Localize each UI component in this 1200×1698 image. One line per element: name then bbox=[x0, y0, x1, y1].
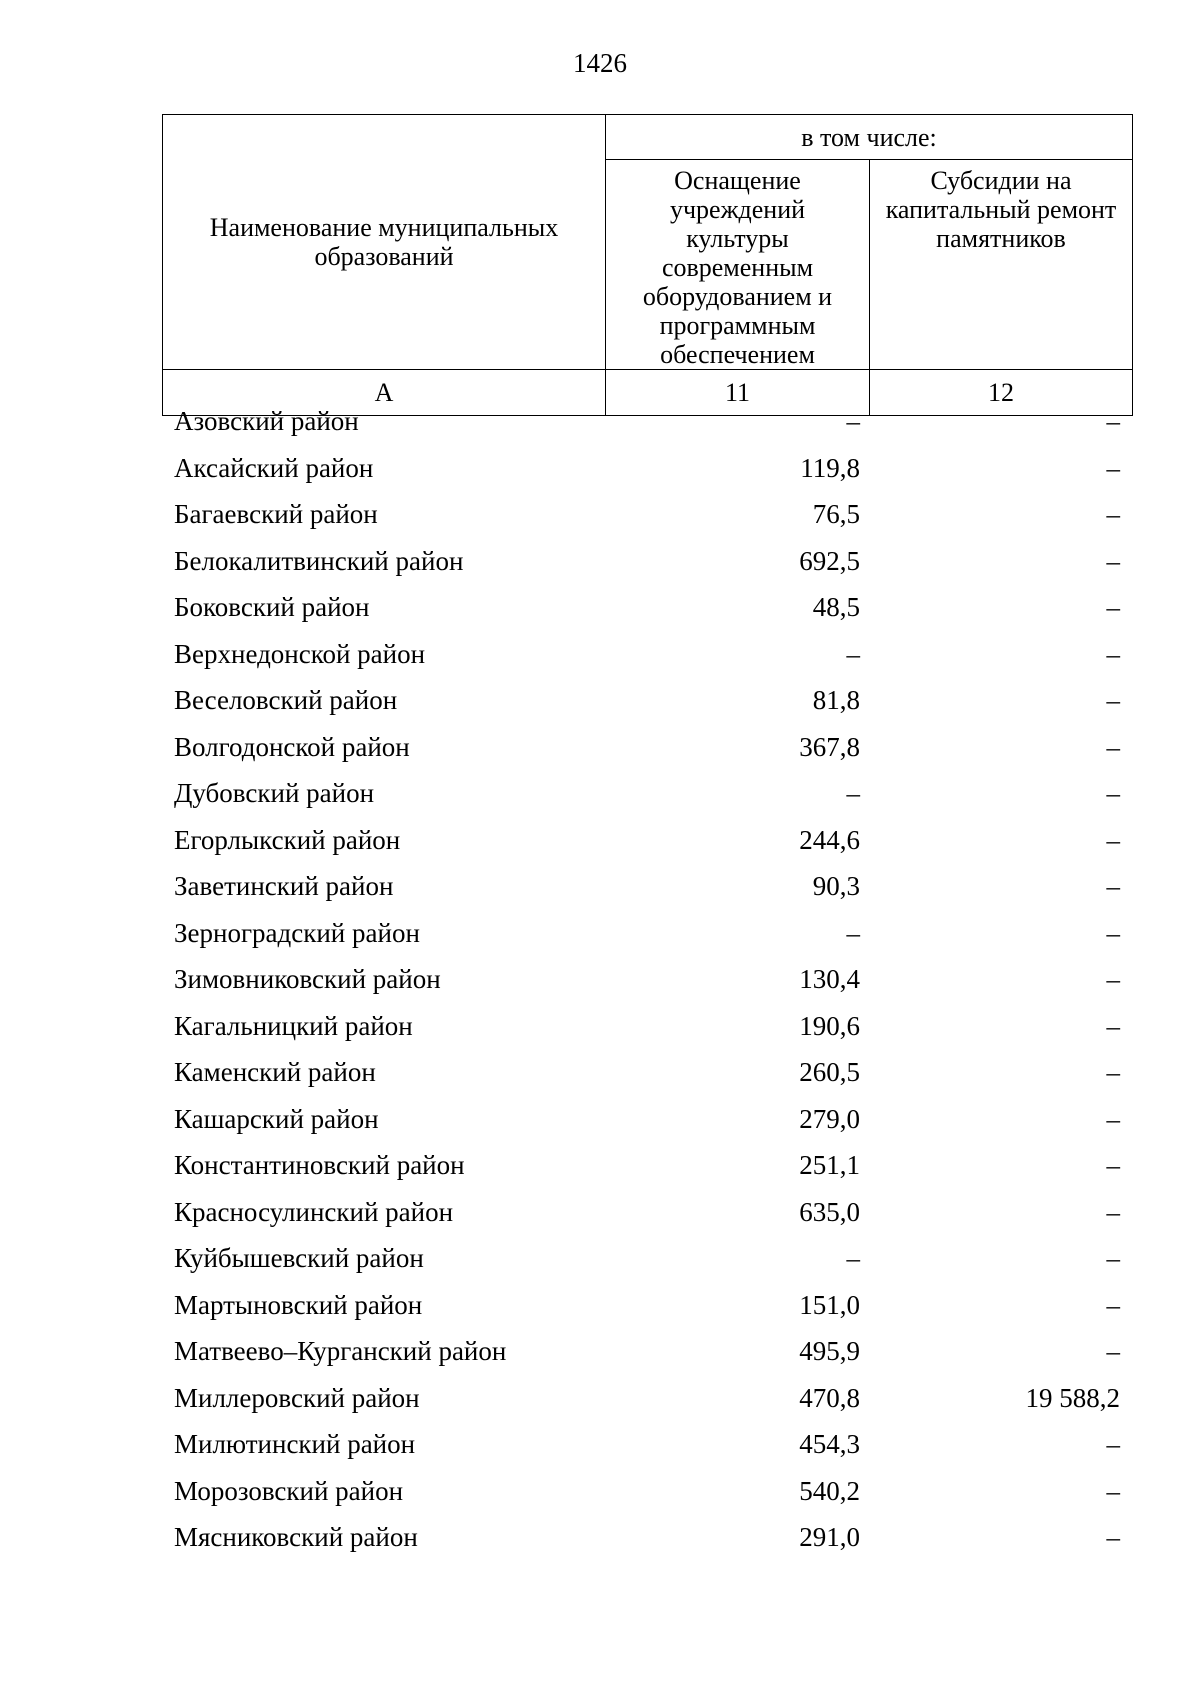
table-row bbox=[162, 1235, 1132, 1282]
row-value-col11: 454,3 bbox=[799, 1429, 860, 1459]
row-name: Мартыновский район bbox=[174, 1289, 423, 1320]
table-row bbox=[162, 1049, 1132, 1096]
row-value-col12: – bbox=[1106, 592, 1120, 622]
table-row bbox=[162, 817, 1132, 864]
table-row bbox=[162, 491, 1132, 538]
table-row bbox=[162, 1328, 1132, 1375]
table-row bbox=[162, 631, 1132, 678]
row-name: Азовский район bbox=[174, 406, 359, 436]
table-row bbox=[162, 863, 1132, 910]
row-value-col12: – bbox=[1106, 1289, 1120, 1320]
table-row bbox=[162, 1282, 1132, 1329]
row-value-col11: – bbox=[846, 778, 860, 808]
row-name: Кагальницкий район bbox=[174, 1010, 413, 1041]
table-row bbox=[162, 1468, 1132, 1515]
row-value-col12: – bbox=[1106, 1336, 1120, 1366]
row-name: Зимовниковский район bbox=[174, 964, 441, 994]
row-name: Волгодонской район bbox=[174, 731, 410, 762]
row-value-col11: 130,4 bbox=[799, 964, 860, 994]
row-value-col12: – bbox=[1106, 406, 1120, 436]
row-name: Мясниковский район bbox=[174, 1522, 418, 1552]
row-value-col11: 470,8 bbox=[799, 1382, 860, 1413]
row-name: Милютинский район bbox=[174, 1429, 416, 1459]
row-value-col11: 251,1 bbox=[799, 1150, 860, 1180]
row-value-col12: – bbox=[1106, 871, 1120, 901]
row-name: Аксайский район bbox=[174, 452, 374, 483]
row-name: Кашарский район bbox=[174, 1103, 379, 1134]
row-name: Дубовский район bbox=[174, 778, 375, 808]
row-name: Зерноградский район bbox=[174, 917, 420, 948]
header-col11-title: Оснащение учреждений культуры современным оборудованием и программным обеспечением bbox=[606, 160, 870, 370]
row-value-col12: 19 588,2 bbox=[1025, 1382, 1120, 1413]
header-name-column: Наименование муниципальных образований bbox=[163, 115, 606, 370]
header-col12-number: 12 bbox=[870, 370, 1133, 416]
row-value-col12: – bbox=[1106, 545, 1120, 576]
table-row bbox=[162, 1142, 1132, 1189]
row-name: Красносулинский район bbox=[174, 1196, 454, 1227]
row-value-col12: – bbox=[1106, 778, 1120, 808]
row-value-col12: – bbox=[1106, 452, 1120, 483]
table-row bbox=[162, 1189, 1132, 1236]
row-name: Боковский район bbox=[174, 592, 370, 622]
row-value-col12: – bbox=[1106, 1057, 1120, 1087]
header-col-a-number: А bbox=[163, 370, 606, 416]
row-value-col11: 540,2 bbox=[799, 1475, 860, 1506]
row-name: Константиновский район bbox=[174, 1150, 465, 1180]
row-value-col11: 291,0 bbox=[799, 1522, 860, 1552]
table-body bbox=[162, 398, 1132, 1561]
table-header bbox=[162, 114, 1133, 416]
row-value-col11: 151,0 bbox=[799, 1289, 860, 1320]
table-row bbox=[162, 1375, 1132, 1422]
header-group-label: в том числе: bbox=[606, 115, 1133, 160]
row-value-col12: – bbox=[1106, 638, 1120, 669]
row-value-col12: – bbox=[1106, 824, 1120, 855]
table-row bbox=[162, 1096, 1132, 1143]
row-value-col12: – bbox=[1106, 731, 1120, 762]
row-name: Каменский район bbox=[174, 1057, 376, 1087]
table-row bbox=[162, 398, 1132, 445]
row-name: Куйбышевский район bbox=[174, 1243, 424, 1273]
row-value-col11: 367,8 bbox=[799, 731, 860, 762]
table-row bbox=[162, 1003, 1132, 1050]
page-number: 1426 bbox=[573, 48, 627, 78]
row-value-col11: 119,8 bbox=[800, 452, 860, 483]
row-name: Верхнедонской район bbox=[174, 638, 426, 669]
row-value-col12: – bbox=[1106, 1243, 1120, 1273]
table-row bbox=[162, 724, 1132, 771]
header-col11-number: 11 bbox=[606, 370, 870, 416]
table-row bbox=[162, 445, 1132, 492]
row-value-col12: – bbox=[1106, 685, 1120, 715]
row-value-col12: – bbox=[1106, 499, 1120, 529]
row-value-col11: 692,5 bbox=[799, 545, 860, 576]
row-name: Морозовский район bbox=[174, 1475, 404, 1506]
table-row bbox=[162, 538, 1132, 585]
table-row bbox=[162, 770, 1132, 817]
row-name: Заветинский район bbox=[174, 871, 394, 901]
row-value-col12: – bbox=[1106, 1196, 1120, 1227]
row-value-col12: – bbox=[1106, 1150, 1120, 1180]
table-row bbox=[162, 1421, 1132, 1468]
row-name: Багаевский район bbox=[174, 499, 378, 529]
table-row bbox=[162, 910, 1132, 957]
row-value-col12: – bbox=[1106, 1010, 1120, 1041]
row-value-col12: – bbox=[1106, 1475, 1120, 1506]
row-value-col11: 635,0 bbox=[799, 1196, 860, 1227]
row-value-col11: 81,8 bbox=[812, 685, 860, 715]
row-value-col11: – bbox=[846, 917, 860, 948]
table-row bbox=[162, 677, 1132, 724]
row-value-col11: 495,9 bbox=[799, 1336, 860, 1366]
row-name: Матвеево–Курганский район bbox=[174, 1336, 507, 1366]
header-col12-title: Субсидии на капитальный ремонт памятников bbox=[870, 160, 1133, 370]
row-value-col11: 76,5 bbox=[812, 499, 860, 529]
row-value-col11: 190,6 bbox=[799, 1010, 860, 1041]
row-value-col12: – bbox=[1106, 1522, 1120, 1552]
row-value-col11: – bbox=[846, 406, 860, 436]
row-value-col11: 279,0 bbox=[799, 1103, 860, 1134]
row-value-col12: – bbox=[1106, 1103, 1120, 1134]
row-name: Веселовский район bbox=[174, 685, 398, 715]
row-name: Миллеровский район bbox=[174, 1382, 420, 1413]
table-row bbox=[162, 1514, 1132, 1561]
row-value-col11: 48,5 bbox=[812, 592, 860, 622]
row-value-col11: – bbox=[846, 1243, 860, 1273]
row-value-col11: 260,5 bbox=[799, 1057, 860, 1087]
row-value-col12: – bbox=[1106, 964, 1120, 994]
table-row bbox=[162, 956, 1132, 1003]
row-value-col12: – bbox=[1106, 1429, 1120, 1459]
row-name: Белокалитвинский район bbox=[174, 545, 464, 576]
row-value-col12: – bbox=[1106, 917, 1120, 948]
table-row bbox=[162, 584, 1132, 631]
row-value-col11: – bbox=[846, 638, 860, 669]
row-value-col11: 90,3 bbox=[812, 871, 860, 901]
row-name: Егорлыкский район bbox=[174, 824, 401, 855]
row-value-col11: 244,6 bbox=[799, 824, 860, 855]
